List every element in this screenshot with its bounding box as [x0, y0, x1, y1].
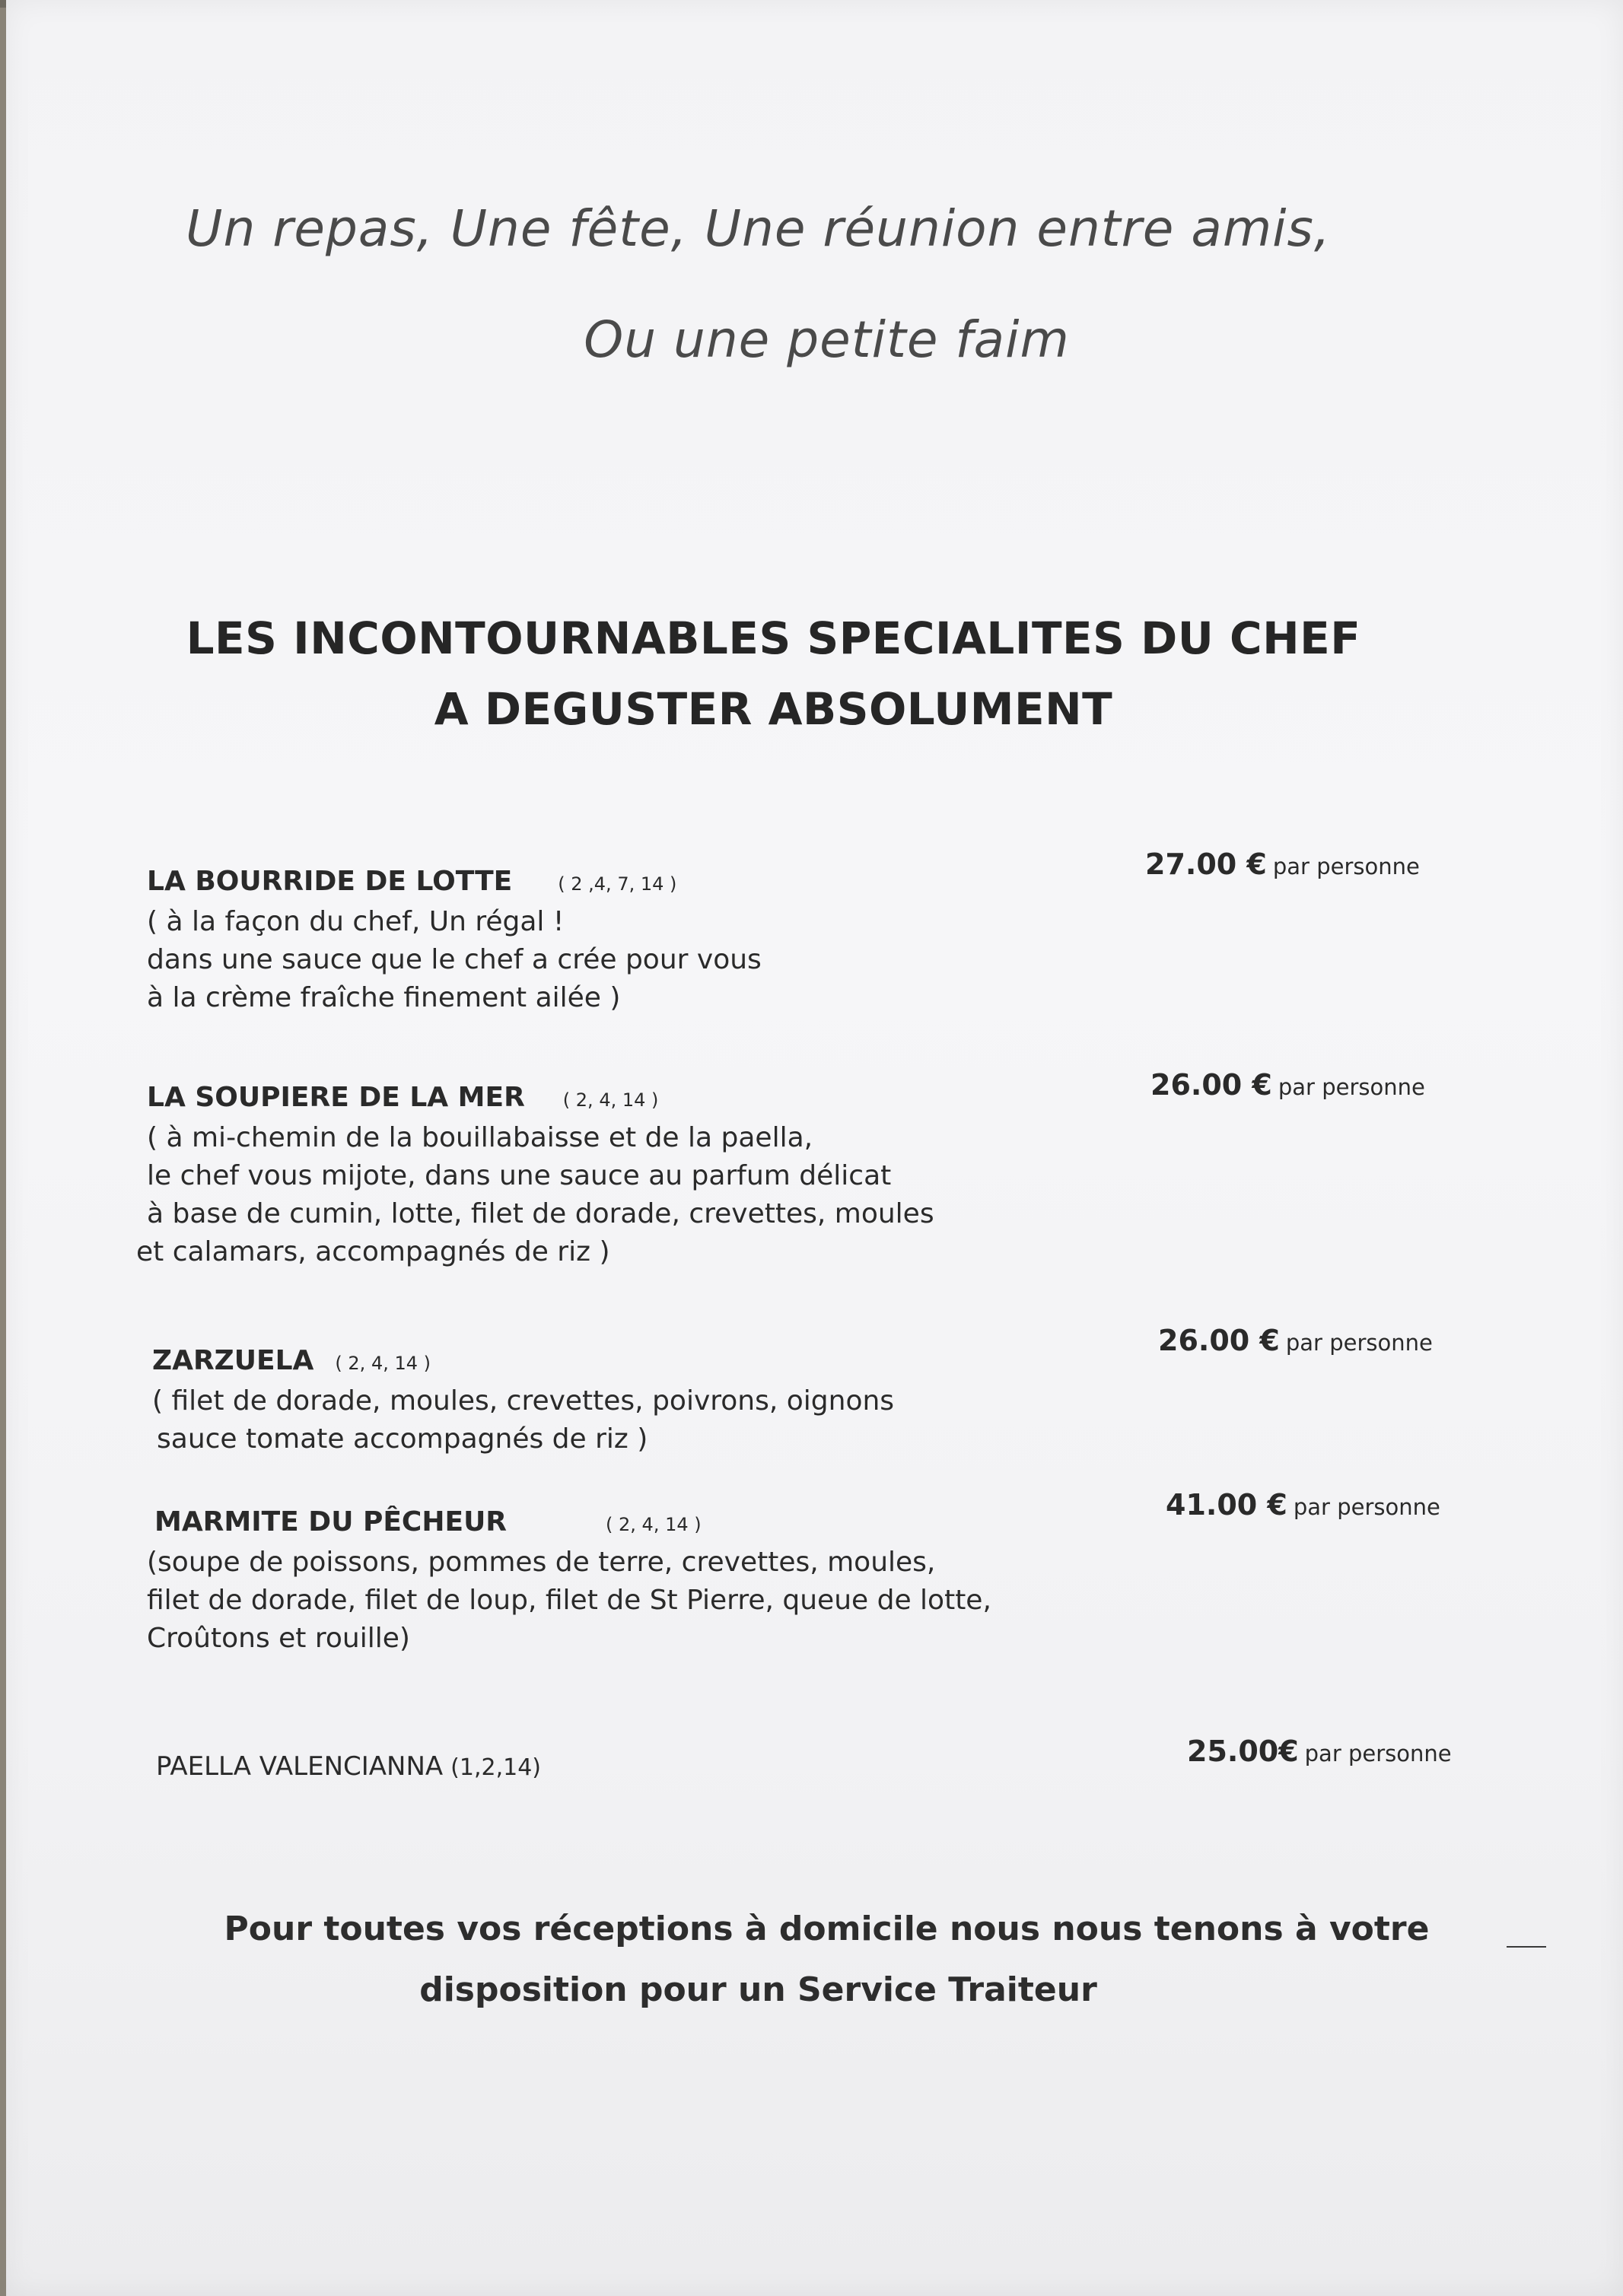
header-line-2: Ou une petite faim — [584, 310, 1070, 369]
dish-title: PAELLA VALENCIANNA — [156, 1751, 444, 1782]
allergen-codes: ( 2 ,4, 7, 14 ) — [558, 873, 677, 895]
allergen-codes: ( 2, 4, 14 ) — [606, 1514, 702, 1535]
description-line: (soupe de poissons, pommes de terre, crevettes, moules, — [147, 1547, 936, 1578]
description-line: à la crème fraîche finement ailée ) — [147, 982, 621, 1013]
page-title-line-1: LES INCONTOURNABLES SPECIALITES DU CHEF — [186, 612, 1361, 664]
description-line: ( à mi-chemin de la bouillabaisse et de la paella, — [147, 1122, 813, 1153]
dish-price — [1158, 1324, 1433, 1357]
dish-title: MARMITE DU PÊCHEUR — [154, 1506, 508, 1538]
description-line: ( à la façon du chef, Un régal ! — [147, 906, 565, 937]
price-unit: par personne — [1293, 1494, 1440, 1520]
price-amount: 25.00€ — [1187, 1735, 1299, 1768]
dish-price — [1145, 847, 1420, 881]
price-unit: par personne — [1278, 1074, 1425, 1100]
price-amount: 27.00 € — [1145, 847, 1267, 881]
dish-name — [154, 1506, 991, 1538]
dish-name — [147, 1082, 934, 1113]
dish-item-soupiere — [136, 1082, 934, 1271]
price-unit: par personne — [1272, 854, 1420, 879]
description-line: et calamars, accompagnés de riz ) — [136, 1236, 610, 1267]
allergen-codes: ( 2, 4, 14 ) — [335, 1353, 431, 1374]
dish-description — [136, 1119, 934, 1271]
dish-title: LA SOUPIERE DE LA MER — [147, 1082, 525, 1113]
price-unit: par personne — [1304, 1741, 1452, 1767]
price-amount: 26.00 € — [1150, 1068, 1272, 1102]
dish-item-zarzuela — [152, 1345, 894, 1458]
dish-name — [152, 1345, 894, 1376]
description-line: à base de cumin, lotte, filet de dorade, crevettes, moules — [147, 1198, 934, 1229]
description-line: dans une sauce que le chef a crée pour vous — [147, 944, 762, 975]
footer-underline — [1507, 1946, 1546, 1948]
description-line: sauce tomate accompagnés de riz ) — [157, 1423, 648, 1455]
header-line-1: Un repas, Une fête, Une réunion entre amis, — [186, 199, 1331, 258]
dish-description — [147, 903, 762, 1017]
dish-title: LA BOURRIDE DE LOTTE — [147, 866, 513, 897]
footer-line-2: disposition pour un Service Traiteur — [419, 1970, 1097, 2009]
dish-price — [1187, 1735, 1452, 1768]
page-title-line-2: A DEGUSTER ABSOLUMENT — [434, 683, 1113, 735]
price-amount: 41.00 € — [1166, 1488, 1287, 1522]
price-unit: par personne — [1285, 1330, 1433, 1356]
dish-item-marmite — [147, 1506, 991, 1658]
dish-description — [152, 1382, 894, 1458]
dish-item-bourride — [147, 866, 762, 1017]
dish-title: ZARZUELA — [152, 1345, 314, 1376]
dish-name — [156, 1751, 541, 1782]
dish-item-paella — [156, 1751, 541, 1782]
dish-description — [147, 1544, 991, 1658]
description-line: filet de dorade, filet de loup, filet de St Pierre, queue de lotte, — [147, 1585, 991, 1616]
allergen-codes: (1,2,14) — [450, 1754, 541, 1781]
description-line: ( filet de dorade, moules, crevettes, poivrons, oignons — [152, 1385, 895, 1417]
dish-name — [147, 866, 762, 897]
allergen-codes: ( 2, 4, 14 ) — [562, 1089, 659, 1111]
description-line: Croûtons et rouille) — [147, 1623, 410, 1654]
footer-line-1: Pour toutes vos réceptions à domicile nous nous tenons à votre — [224, 1910, 1430, 1948]
price-amount: 26.00 € — [1158, 1324, 1280, 1357]
dish-price — [1150, 1068, 1425, 1102]
description-line: le chef vous mijote, dans une sauce au parfum délicat — [147, 1160, 892, 1191]
dish-price — [1166, 1488, 1440, 1522]
